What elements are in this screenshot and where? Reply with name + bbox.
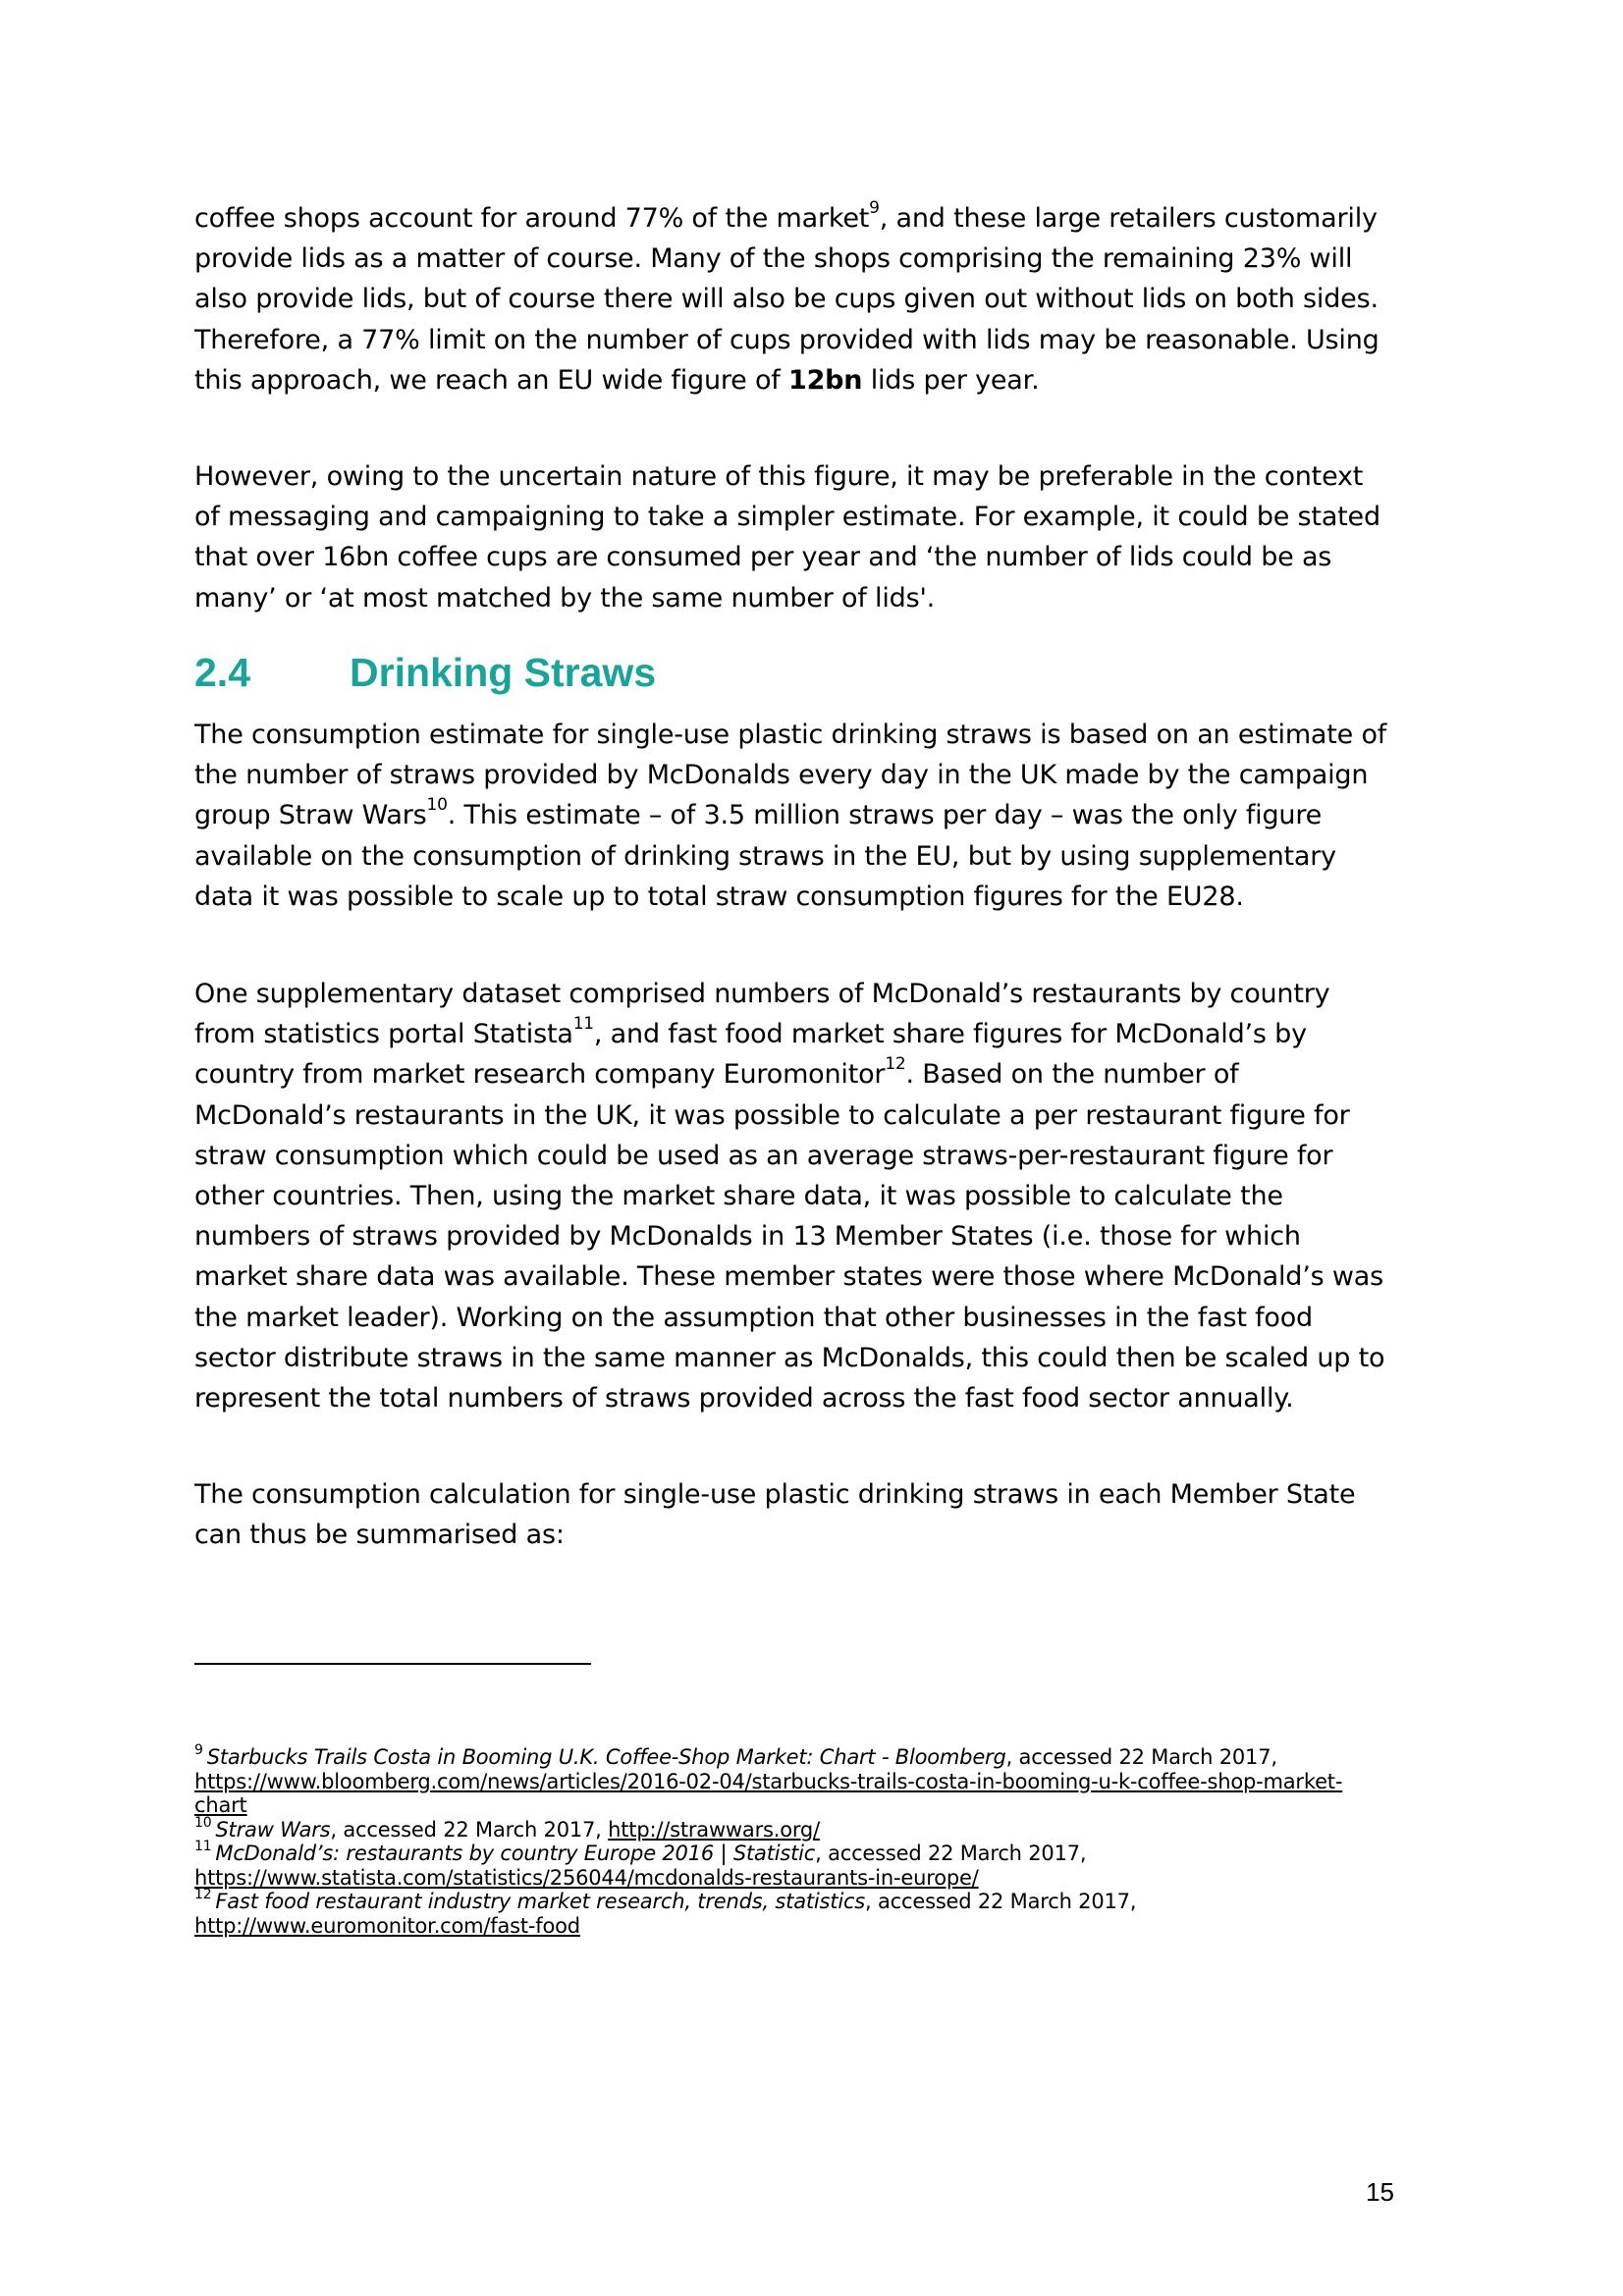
section-title: Drinking Straws — [350, 650, 657, 695]
paragraph-simpler-estimate: However, owing to the uncertain nature of this figure, it may be preferable in the context of messaging and campaigning to take a simpler estimate. For example, it could be stated that over 16bn coffee cups are consumed per year and ‘the number of lids could be as many’ or ‘at most matched by the same number of lids'. — [194, 461, 1380, 614]
text-run: , and fast food market share figures for McDonald’s by country from market research company Euromonitor — [194, 1019, 1307, 1091]
footnote-number: 10 — [194, 1814, 212, 1831]
footnote-ref-12[interactable]: 12 — [885, 1054, 906, 1075]
footnote-link[interactable]: http://strawwars.org/ — [608, 1817, 820, 1842]
footnote-link[interactable]: https://www.statista.com/statistics/256044/mcdonalds-restaurants-in-europe/ — [194, 1865, 979, 1890]
text-run: . This estimate – of 3.5 million straws per day – was the only figure available on the consumption of drinking straws in the EU, but by using supplementary data it was possible to scale up to total straw consumption figures for the EU28. — [194, 800, 1336, 912]
page-number: 15 — [1366, 2177, 1394, 2207]
footnote-ref-9[interactable]: 9 — [869, 198, 880, 218]
paragraph-lids-estimate — [194, 198, 1392, 400]
section-heading — [194, 648, 656, 697]
footnote-title: McDonald’s: restaurants by country Europe 2016 | Statistic — [215, 1842, 816, 1865]
footnote-title: Fast food restaurant industry market research, trends, statistics — [215, 1890, 866, 1913]
footnote-ref-11[interactable]: 11 — [572, 1014, 594, 1035]
footnote-accessed: , accessed 22 March 2017, — [865, 1890, 1137, 1913]
footnote-link[interactable]: https://www.bloomberg.com/news/articles/2016-02-04/starbucks-trails-costa-in-booming-u-k-coffee-shop-market-chart — [194, 1769, 1343, 1817]
footnote-number: 12 — [194, 1887, 212, 1902]
footnote-title: Straw Wars — [215, 1817, 331, 1842]
footnote-12 — [194, 1887, 1392, 1938]
footnote-number: 11 — [194, 1839, 212, 1854]
text-run: The consumption estimate for single-use plastic drinking straws is based on an estimate of the number of straws provided by McDonalds every day in the UK made by the campaign group Straw Wars — [194, 720, 1387, 831]
text-run: , and these large retailers customarily provide lids as a matter of course. Many of the shops comprising the remaining 23% will also provide lids, but of course there will also be cups given out without lids on both sides. Therefore, a 77% limit on the number of cups provided with lids may be reasonable. Using this approach, we reach an EU wide figure of — [194, 203, 1380, 396]
text-run: lids per year. — [862, 364, 1040, 396]
footnote-ref-10[interactable]: 10 — [426, 795, 448, 816]
footnote-title: Starbucks Trails Costa in Booming U.K. Coffee-Shop Market: Chart - Bloomberg — [206, 1745, 1006, 1769]
footnote-separator — [194, 1663, 591, 1665]
footnote-10 — [194, 1814, 1392, 1842]
footnote-11 — [194, 1839, 1392, 1890]
footnotes — [194, 1742, 1392, 1938]
paragraph-supplementary-dataset — [194, 974, 1392, 1418]
paragraph-straw-estimate — [194, 715, 1392, 917]
section-number: 2.4 — [194, 650, 250, 695]
paragraph-calculation-summary: The consumption calculation for single-use plastic drinking straws in each Member State can thus be summarised as: — [194, 1479, 1356, 1551]
footnote-9 — [194, 1742, 1392, 1818]
footnote-link[interactable]: http://www.euromonitor.com/fast-food — [194, 1913, 580, 1938]
footnote-number: 9 — [194, 1742, 203, 1758]
footnote-accessed: , accessed 22 March 2017, — [1005, 1745, 1277, 1769]
footnote-accessed: , accessed 22 March 2017, — [815, 1842, 1087, 1865]
footnote-accessed: , accessed 22 March 2017, — [330, 1817, 602, 1842]
text-run: One supplementary dataset comprised numbers of McDonald’s restaurants by country from statistics portal Statista — [194, 979, 1330, 1050]
bold-figure: 12bn — [787, 364, 863, 396]
text-run: . Based on the number of McDonald’s restaurants in the UK, it was possible to calculate a per restaurant figure for straw consumption which could be used as an average straws-per-restaurant figure for other countries. Then, using the market share data, it was possible to calculate the numbers of straws provided by McDonalds in 13 Member States (i.e. those for which market share data was available. These member states were those where McDonald’s was the market leader). Working on the assumption that other businesses in the fast food sector distribute straws in the same manner as McDonalds, this could then be scaled up to represent the total numbers of straws provided across the fast food sector annually. — [194, 1059, 1385, 1415]
text-run: coffee shops account for around 77% of the market — [194, 203, 870, 234]
